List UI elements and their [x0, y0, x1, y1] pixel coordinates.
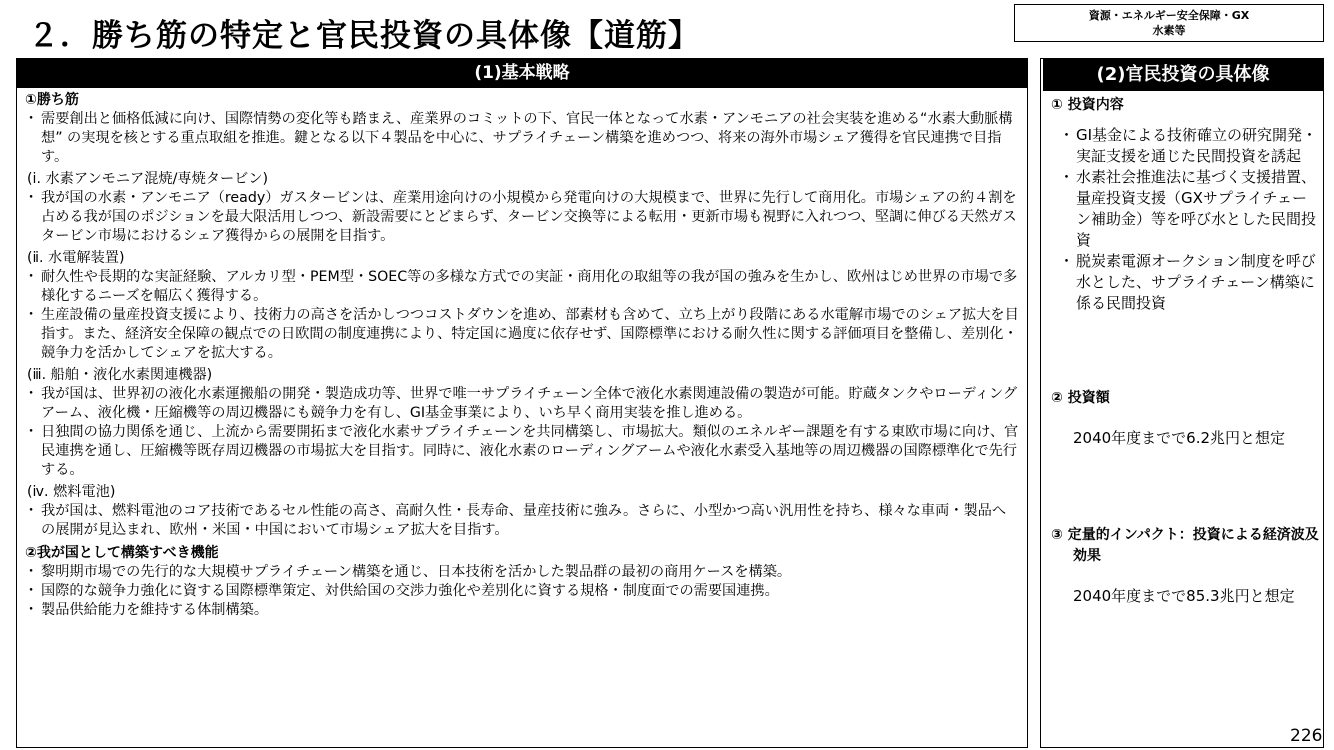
- bullet: ・ 我が国は、燃料電池のコア技術であるセル性能の高さ、高耐久性・長寿命、量産技術に強み。さらに、小型かつ高い汎用性を持ち、様々な車両・製品への展開が見込まれ、欧州・米国・中国において市場シェア拡大を目指す。: [25, 502, 1019, 540]
- page-title: ２．勝ち筋の特定と官民投資の具体像【道筋】: [28, 18, 700, 54]
- bullet: ・ 日独間の協力関係を通じ、上流から需要開拓まで液化水素サプライチェーンを共同構築し、市場拡大。類似のエネルギー課題を有する東欧市場に向け、官民連携を通し、圧縮機等既存周辺機器の市場拡大を目指す。同時に、液化水素のローディングアームや液化水素受入基地等の周辺機器の国際標準化で先行する。: [25, 423, 1019, 480]
- category-tag: [1014, 4, 1324, 42]
- bullet: ・ 我が国の水素・アンモニア（ready）ガスタービンは、産業用途向けの小規模から発電向けの大規模まで、世界に先行して商用化。市場シェアの約４割を占める我が国のポジションを最大限活用しつつ、新設需要にとどまらず、タービン交換等による転用・更新市場も視野に入れつつ、堅調に伸びる天然ガスタービン市場におけるシェア獲得からの展開を目指す。: [25, 189, 1019, 246]
- bullet: ・ 国際的な競争力強化に資する国際標準策定、対供給国の交渉力強化や差別化に資する規格・制度面での需要国連携。: [25, 582, 1019, 601]
- investment-content-list: [1063, 125, 1319, 314]
- bullet: ・ 脱炭素電源オークション制度を呼び水とした、サプライチェーン構築に係る民間投資: [1063, 251, 1319, 314]
- section-functions-title: ②我が国として構築すべき機能: [25, 545, 219, 561]
- bullet: ・ 製品供給能力を維持する体制構築。: [25, 601, 1019, 620]
- category-tag-line1: 資源・エネルギー安全保障・GX: [1088, 9, 1250, 22]
- bullet: ・ 生産設備の量産投資支援により、技術力の高さを活かしつつコストダウンを進め、部素材も含めて、立ち上がり段階にある水電解市場でのシェア拡大を目指す。また、経済安全保障の観点での日欧間の制度連携により、特定国に過度に依存せず、国際標準における耐久性に関する評価項目を整備し、差別化・競争力を活かしてシェアを拡大する。: [25, 306, 1019, 363]
- investment-amount-text: 2040年度までで6.2兆円と想定: [1073, 429, 1286, 447]
- impact-title: ③ 定量的インパクト：投資による経済波及効果: [1051, 527, 1319, 564]
- investment-amount-title: ② 投資額: [1051, 390, 1110, 406]
- bullet: ・ 耐久性や長期的な実証経験、アルカリ型・PEM型・SOEC等の多様な方式での実証・商用化の取組等の我が国の強みを生かし、欧州はじめ世界の市場で多様化するニーズを幅広く獲得する。: [25, 268, 1019, 306]
- page-number: 226: [1290, 726, 1323, 746]
- investment-panel: [1040, 58, 1324, 748]
- bullet: ・ 我が国は、世界初の液化水素運搬船の開発・製造成功等、世界で唯一サプライチェーン全体で液化水素関連設備の製造が可能。貯蔵タンクやローディングアーム、液化機・圧縮機等の周辺機器にも競争力を有し、GI基金事業により、いち早く商用実装を推し進める。: [25, 385, 1019, 423]
- investment-content-title: ① 投資内容: [1051, 97, 1124, 113]
- basic-strategy-panel: [16, 58, 1028, 748]
- bullet: ・ 黎明期市場での先行的な大規模サプライチェーン構築を通じ、日本技術を活かした製品群の最初の商用ケースを構築。: [25, 563, 1019, 582]
- subsection-turbine-title: (ⅰ. 水素アンモニア混焼/専焼タービン): [27, 171, 269, 187]
- bullet: ・ 水素社会推進法に基づく支援措置、量産投資支援（GXサプライチェーン補助金）等を呼び水とした民間投資: [1063, 167, 1319, 251]
- subsection-electrolyzer-title: (ⅱ. 水電解装置): [27, 250, 125, 266]
- basic-strategy-header: (1)基本戦略: [17, 59, 1027, 88]
- category-tag-line2: 水素等: [1152, 24, 1186, 37]
- investment-header: (2)官民投資の具体像: [1043, 59, 1323, 91]
- bullet: ・ GI基金による技術確立の研究開発・実証支援を通じた民間投資を誘起: [1063, 125, 1319, 167]
- section-winning-path-title: ①勝ち筋: [25, 92, 79, 108]
- subsection-ship-title: (ⅲ. 船舶・液化水素関連機器): [27, 367, 213, 383]
- basic-strategy-body: [17, 88, 1027, 620]
- subsection-fuel-cell-title: (ⅳ. 燃料電池): [27, 484, 116, 500]
- bullet: ・ 需要創出と価格低減に向け、国際情勢の変化等も踏まえ、産業界のコミットの下、官民一体となって水素・アンモニアの社会実装を進める“水素大動脈構想” の実現を核とする重点取組を推進。鍵となる以下４製品を中心に、サプライチェーン構築を進めつつ、将来の海外市場シェア獲得を官民連携で目指す。: [25, 110, 1019, 167]
- impact-text: 2040年度までで85.3兆円と想定: [1073, 587, 1295, 605]
